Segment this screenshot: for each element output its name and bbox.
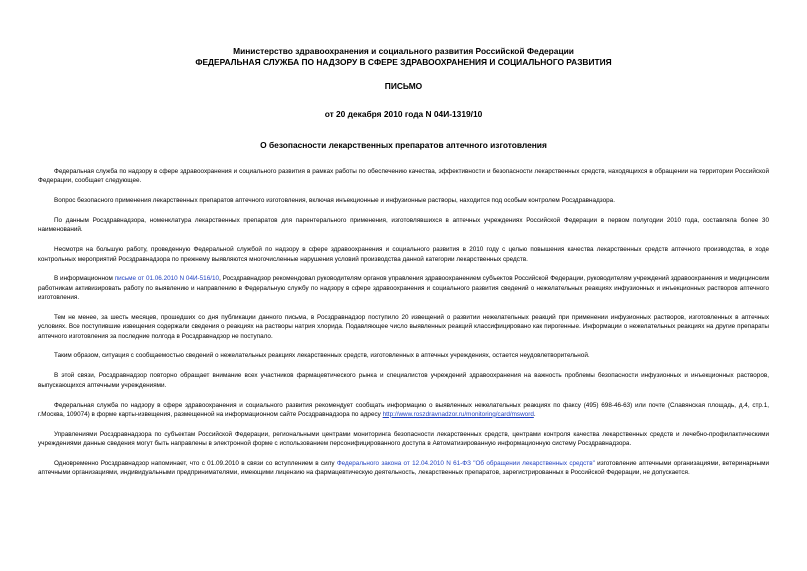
document-type: ПИСЬМО: [384, 81, 423, 91]
paragraph-5-text-end: , Росздравнадзор рекомендовал руководителям органов управления здравоохранением субъектов Российской Федерации, руководителям учреждений здравоохранения и медицинским работникам активизировать работу по выявлению и направлению в Федеральную службу по надзору в сфере здравоохранения и социального развития сведений о нежелательных реакциях инфузионных и инъекционных растворов аптечного изготовления.: [38, 275, 769, 302]
document-body: [38, 167, 769, 477]
card-url-link[interactable]: http://www.roszdravnadzor.ru/monitoring/card/msword: [382, 410, 534, 418]
paragraph-6: Тем не менее, за шесть месяцев, прошедших со дня публикации данного письма, в Росздравнадзор поступило 20 извещений о развитии нежелательных реакций при применении инфузионных растворов, изготовленных в аптечных условиях. Все поступившие извещения содержали сведения о реакциях на растворы натрия хлорида. Подавляющее число выявленных реакций классифицировано как пирогенные. Информации о нежелательных реакциях на другие препараты аптечного изготовления за последние полгода в Росздравнадзор не поступало.: [38, 313, 769, 340]
paragraph-11-text-start: Одновременно Росздравнадзор напоминает, что с 01.09.2010 в связи со вступлением в силу: [54, 459, 337, 467]
paragraph-9-text-end: .: [533, 410, 536, 418]
document-date-number: от 20 декабря 2010 года N 04И-1319/10: [324, 109, 483, 119]
paragraph-11: [38, 459, 769, 478]
paragraph-5: [38, 274, 769, 302]
paragraph-8: В этой связи, Росздравнадзор повторно обращает внимание всех участников фармацевтического рынка и специалистов учреждений здравоохранения на важность проблемы безопасности инфузионных и инъекционных растворов, выпускающихся аптечными учреждениями.: [38, 372, 769, 389]
federal-law-link[interactable]: Федерального закона от 12.04.2010 N 61-ФЗ "Об обращении лекарственных средств": [336, 459, 595, 467]
paragraph-5-text-start: В информационном: [54, 275, 115, 283]
paragraph-9-text-start: Федеральная служба по надзору в сфере здравоохранения и социального развития рекомендует сообщать информацию о выявленных нежелательных реакциях по факсу (495) 698-46-63) или почте (Славянская площадь, д.4, стр.1, г.Москва, 109074) в форме карты-извещения, размещенной на информационном сайте Росздравнадзора по адресу: [38, 401, 769, 418]
paragraph-11-text-end: изготовление аптечными организациями, ветеринарными аптечными организациями, индивидуальными предпринимателями, имеющими лицензию на фармацевтическую деятельность, лекарственных препаратов, зарегистрированных в Российской Федерации, не допускается.: [38, 459, 769, 477]
letter-link[interactable]: письме от 01.06.2010 N 04И-516/10: [114, 275, 220, 283]
ministry-name: Министерство здравоохранения и социального развития Российской Федерации: [233, 46, 574, 56]
paragraph-3: По данным Росздравнадзора, номенклатура лекарственных препаратов для парентерального применения, изготовлявшихся в аптечных учреждениях Российской Федерации в первом полугодии 2010 года, составляла более 30 наименований.: [38, 217, 769, 234]
service-name: ФЕДЕРАЛЬНАЯ СЛУЖБА ПО НАДЗОРУ В СФЕРЕ ЗДРАВООХРАНЕНИЯ И СОЦИАЛЬНОГО РАЗВИТИЯ: [195, 57, 612, 67]
paragraph-4: Несмотря на большую работу, проведенную Федеральной службой по надзору в сфере здравоохранения и социального развития в 2010 году с целью повышения качества лекарственных средств аптечного производства, в ходе контрольных мероприятий Росздравнадзора по прежнему выявляются многочисленные нарушения условий производства данной категории лекарственных средств.: [38, 246, 769, 263]
paragraph-2: Вопрос безопасного применения лекарственных препаратов аптечного изготовления, включая инъекционные и инфузионные растворы, находится под особым контролем Росздравнадзора.: [54, 197, 615, 205]
paragraph-7: Таким образом, ситуация с сообщаемостью сведений о нежелательных реакциях лекарственных средств, изготовленных в аптечных учреждениях, остается неудовлетворительной.: [54, 352, 590, 360]
paragraph-9: [38, 401, 769, 420]
paragraph-10: Управлениями Росздравнадзора по субъектам Российской Федерации, региональными центрами мониторинга безопасности лекарственных средств, центрами контроля качества лекарственных средств и лечебно-профилактическими учреждениями данные сведения могут быть направлены в электронной форме с использованием персонифицированного доступа в Автоматизированную информационную систему Росздравнадзора.: [38, 430, 769, 447]
document-title: О безопасности лекарственных препаратов аптечного изготовления: [260, 140, 547, 150]
paragraph-1: Федеральная служба по надзору в сфере здравоохранения и социального развития в рамках работы по обеспечению качества, эффективности и безопасности лекарственных средств, находящихся в обращении на территории Российской Федерации, сообщает следующее.: [38, 168, 769, 185]
document-header: [38, 46, 769, 151]
